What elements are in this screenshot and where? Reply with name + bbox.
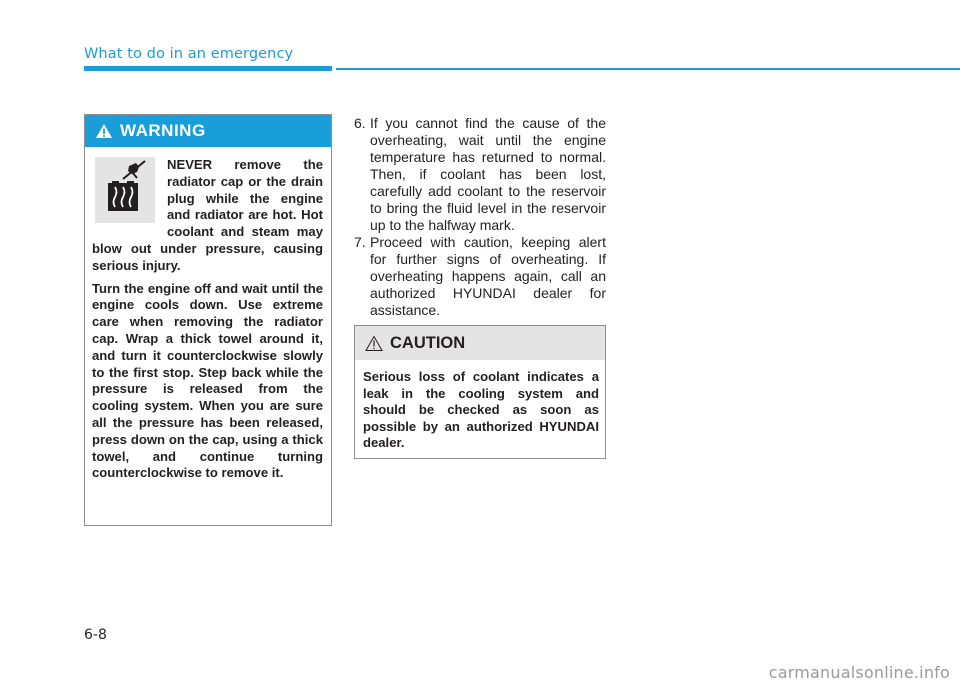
steps-list <box>354 115 606 319</box>
warning-triangle-icon <box>95 123 113 139</box>
step-text: Proceed with caution, keeping alert for further signs of overheating. If overheating happens again, call an authorized HYUNDAI dealer for assistance. <box>370 234 606 318</box>
watermark: carmanualsonline.info <box>768 663 950 682</box>
step-number: 7. <box>354 234 366 250</box>
section-title: What to do in an emergency <box>84 46 294 62</box>
warning-header <box>85 115 331 147</box>
warning-box <box>84 114 332 526</box>
warning-title: WARNING <box>120 121 206 140</box>
warning-paragraph-2: Turn the engine off and wait until the engine cools down. Use extreme care when removing the radiator cap. Wrap a thick towel around it, and turn it counterclockwise slowly to the first stop. Step back while the pressure is released from the cooling system. When you are sure all the pressure has been released, press down on the cap, using a thick towel, and continue turning counterclockwise to remove it. <box>92 280 323 481</box>
caution-header <box>355 326 605 360</box>
step-text: If you cannot find the cause of the overheating, wait until the engine temperature has returned to normal. Then, if coolant has been lost, carefully add coolant to the reservoir to bring the fluid level in the reservoir up to the halfway mark. <box>370 115 606 233</box>
header-rule-thin <box>336 68 960 70</box>
page-number: 6-8 <box>84 627 107 643</box>
step-item <box>354 115 606 234</box>
warning-body <box>85 147 331 482</box>
caution-title: CAUTION <box>390 333 466 352</box>
step-number: 6. <box>354 115 366 131</box>
radiator-steam-warning-icon <box>95 157 155 223</box>
warning-paragraph-1: NEVER remove the radiator cap or the drain plug while the engine and radiator are hot. Hot coolant and steam may blow out under pressure, causing serious injury. <box>92 157 323 273</box>
caution-triangle-icon <box>365 335 383 352</box>
caution-box <box>354 325 606 459</box>
caution-body: Serious loss of coolant indicates a leak in the cooling system and should be checked as soon as possible by an authorized HYUNDAI dealer. <box>363 369 599 451</box>
header-rule-thick <box>84 66 332 71</box>
step-item <box>354 234 606 319</box>
